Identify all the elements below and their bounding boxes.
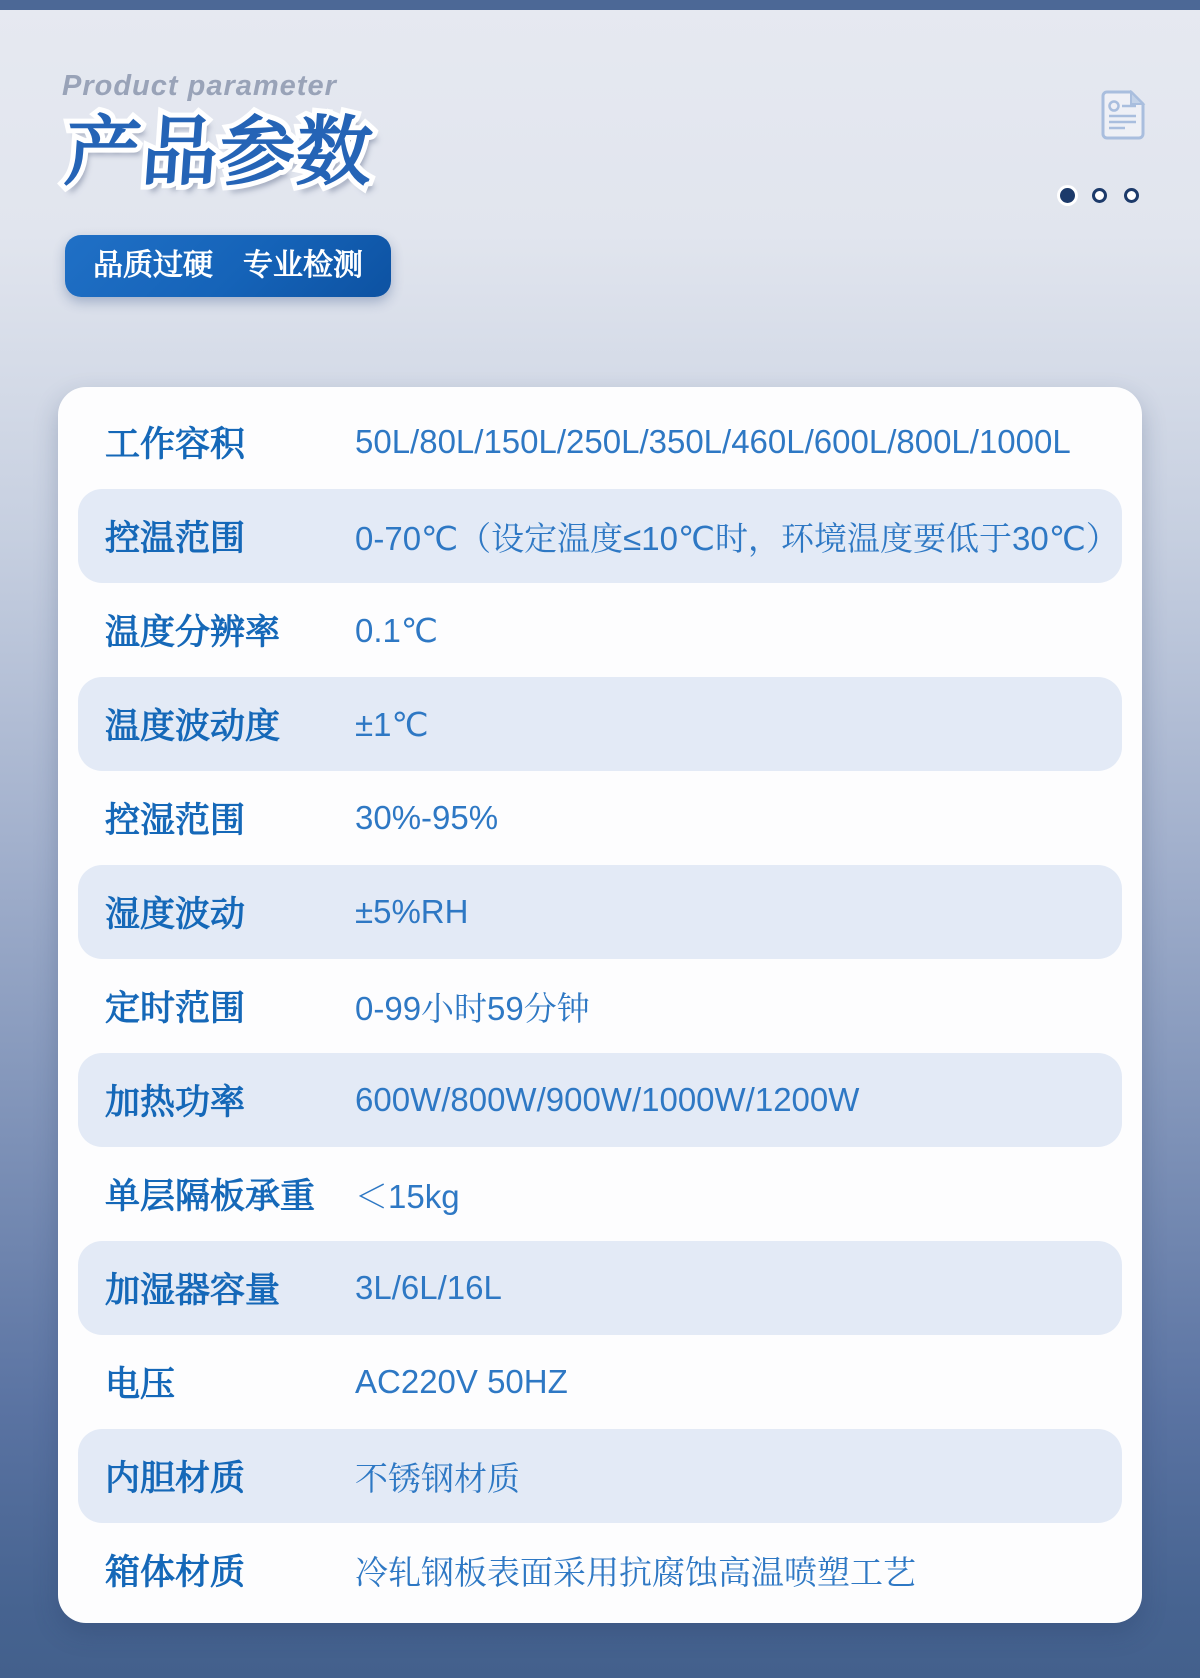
pagination-dot-2[interactable] [1092, 188, 1107, 203]
spec-label: 温度分辨率 [105, 613, 281, 652]
pagination-dot-3[interactable] [1124, 188, 1139, 203]
spec-value: 600W/800W/900W/1000W/1200W [355, 1081, 860, 1118]
spec-row [78, 677, 1122, 771]
spec-value: 0.1℃ [355, 611, 438, 649]
spec-row [78, 1053, 1122, 1147]
spec-value: 30%-95% [355, 799, 499, 836]
spec-value: 50L/80L/150L/250L/350L/460L/600L/800L/1000L [355, 423, 1071, 460]
spec-value: 0-70℃（设定温度≤10℃时，环境温度要低于30℃） [355, 519, 1119, 557]
spec-label: 箱体材质 [105, 1553, 246, 1592]
page-header [62, 70, 376, 195]
spec-label: 控湿范围 [105, 801, 246, 840]
spec-row [78, 583, 1122, 677]
spec-row [78, 959, 1122, 1053]
spec-row [78, 395, 1122, 489]
spec-value: 0-99小时59分钟 [355, 989, 590, 1027]
spec-label: 单层隔板承重 [105, 1177, 316, 1216]
spec-row [78, 1147, 1122, 1241]
quality-badge [65, 235, 391, 297]
page-title: 产品参数 产品参数 [62, 111, 376, 195]
badge-label-right: 专业检测 [243, 249, 363, 282]
spec-row [78, 1429, 1122, 1523]
spec-row [78, 1241, 1122, 1335]
spec-label: 工作容积 [105, 425, 246, 464]
spec-label: 湿度波动 [105, 895, 246, 934]
spec-value: ＜15kg [355, 1177, 460, 1215]
spec-value: 不锈钢材质 [355, 1459, 520, 1497]
spec-row [78, 1523, 1122, 1617]
spec-label: 控温范围 [105, 519, 246, 558]
spec-value: ±5%RH [355, 893, 469, 930]
spec-value: AC220V 50HZ [355, 1363, 568, 1400]
spec-value: 冷轧钢板表面采用抗腐蚀高温喷塑工艺 [355, 1553, 916, 1591]
spec-table-card [58, 387, 1142, 1623]
spec-value: ±1℃ [355, 705, 429, 743]
eyebrow-text: Product parameter [62, 70, 337, 102]
spec-label: 加热功率 [105, 1083, 246, 1122]
spec-row [78, 865, 1122, 959]
carousel-pagination [1060, 188, 1139, 203]
document-icon [1100, 90, 1146, 140]
spec-label: 温度波动度 [105, 707, 281, 746]
spec-label: 定时范围 [105, 989, 246, 1028]
spec-row [78, 771, 1122, 865]
pagination-dot-1-active[interactable] [1060, 188, 1075, 203]
top-accent-bar [0, 0, 1200, 10]
spec-value: 3L/6L/16L [355, 1269, 502, 1306]
spec-label: 内胆材质 [105, 1459, 246, 1498]
spec-row [78, 489, 1122, 583]
badge-label-left: 品质过硬 [93, 249, 213, 282]
spec-row [78, 1335, 1122, 1429]
spec-label: 加湿器容量 [105, 1271, 281, 1310]
spec-label: 电压 [105, 1365, 176, 1404]
